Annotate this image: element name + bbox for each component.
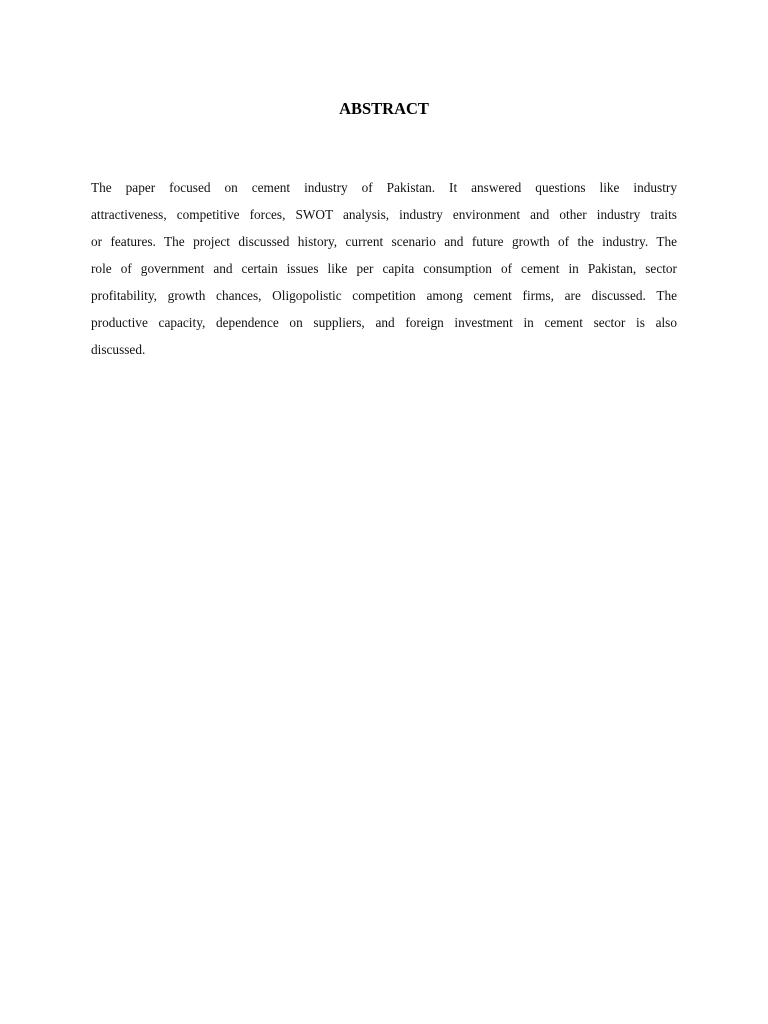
paragraph-line: The paper focused on cement industry of Pakistan. It answered questions like industry (91, 180, 677, 195)
paragraph-line: discussed. (91, 342, 146, 357)
abstract-paragraph (91, 174, 677, 363)
abstract-heading: ABSTRACT (339, 99, 429, 118)
paragraph-line: productive capacity, dependence on suppliers, and foreign investment in cement sector is also (91, 315, 677, 330)
paragraph-line: or features. The project discussed history, current scenario and future growth of the industry. The (91, 234, 677, 249)
paragraph-line: role of government and certain issues like per capita consumption of cement in Pakistan, sector (91, 261, 677, 276)
paragraph-line: profitability, growth chances, Oligopolistic competition among cement firms, are discussed. The (91, 288, 677, 303)
paragraph-line: attractiveness, competitive forces, SWOT analysis, industry environment and other industry traits (91, 207, 677, 222)
